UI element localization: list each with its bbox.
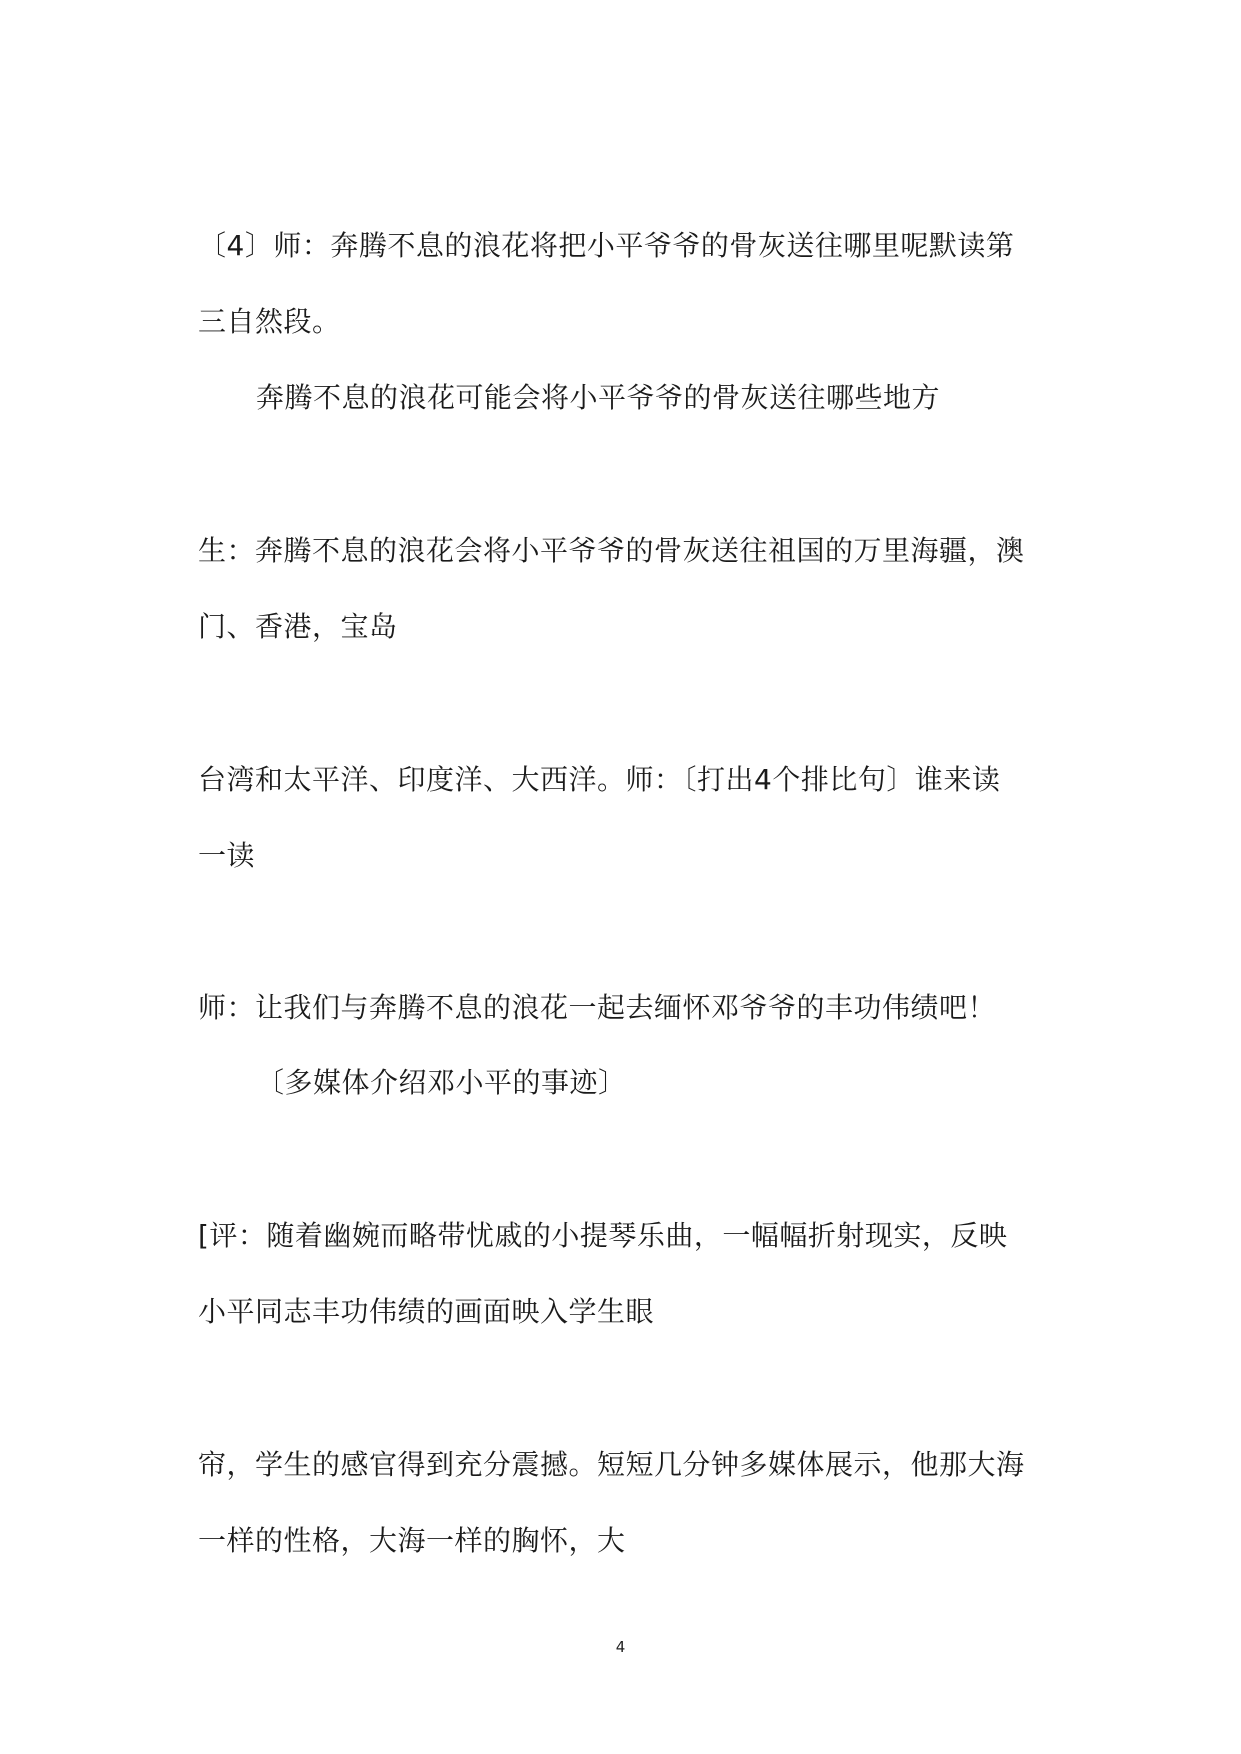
text-line: 三自然段。	[198, 305, 341, 338]
text-line: 台湾和太平洋、印度洋、大西洋。师：〔打出4个排比句〕谁来读	[198, 763, 1001, 796]
text-line: 门、香港，宝岛	[198, 610, 398, 643]
text-line: 帘，学生的感官得到充分震撼。短短几分钟多媒体展示，他那大海	[198, 1448, 1025, 1481]
text-line: [评：随着幽婉而略带忧戚的小提琴乐曲，一幅幅折射现实，反映	[198, 1219, 1008, 1252]
text-line-indented: 〔多媒体介绍邓小平的事迹〕	[256, 1066, 627, 1099]
text-line-indented: 奔腾不息的浪花可能会将小平爷爷的骨灰送往哪些地方	[256, 381, 941, 414]
text-line: 生：奔腾不息的浪花会将小平爷爷的骨灰送往祖国的万里海疆，澳	[198, 534, 1025, 567]
text-line: 小平同志丰功伟绩的画面映入学生眼	[198, 1295, 655, 1328]
text-line: 〔4〕师：奔腾不息的浪花将把小平爷爷的骨灰送往哪里呢默读第	[198, 229, 1015, 262]
text-line: 一样的性格，大海一样的胸怀，大	[198, 1524, 626, 1557]
text-line: 一读	[198, 839, 256, 872]
page-number: 4	[615, 1638, 626, 1656]
text-line: 师：让我们与奔腾不息的浪花一起去缅怀邓爷爷的丰功伟绩吧！	[198, 991, 997, 1024]
